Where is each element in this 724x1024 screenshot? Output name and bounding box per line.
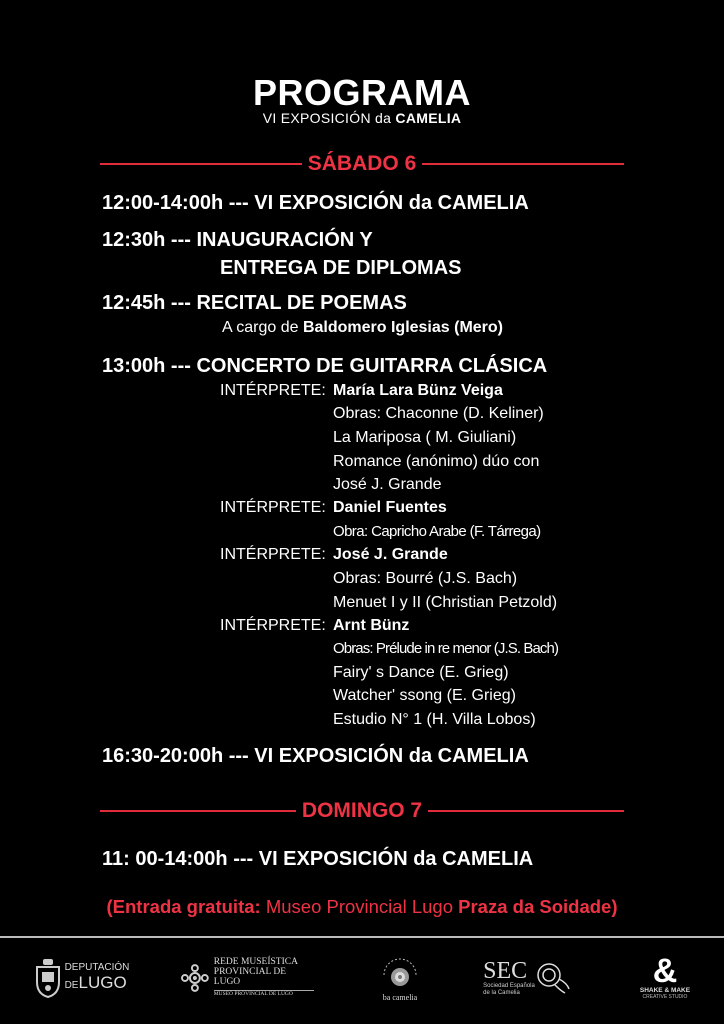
sec-abbr: SEC xyxy=(483,958,528,985)
subtitle-prefix: VI EXPOSICIÓN da xyxy=(262,110,392,126)
subtitle-bold: CAMELIA xyxy=(395,110,462,126)
entrada-place: Museo Provincial Lugo xyxy=(265,896,453,917)
page-title: PROGRAMA xyxy=(253,72,471,113)
deputacion-lugo: LUGO xyxy=(78,972,127,992)
page-subtitle xyxy=(0,110,724,126)
rede-emblem-icon xyxy=(180,963,210,993)
performer-3-work-2: Menuet I y II (Christian Petzold) xyxy=(333,594,558,611)
divider-right xyxy=(428,810,624,812)
logo-sec xyxy=(480,950,574,1006)
sec-line1: Sociedad Española xyxy=(483,983,535,990)
performer-4-work-2: Fairy' s Dance (E. Grieg) xyxy=(333,664,509,681)
divider-left xyxy=(100,810,296,812)
shake-line2: CREATIVE STUDIO xyxy=(642,993,688,1000)
entrada-info xyxy=(0,896,724,918)
footer-divider xyxy=(0,936,724,938)
performer-1-work-1: Obras: Chaconne (D. Keliner) xyxy=(333,405,544,422)
divider-right xyxy=(422,163,624,165)
event-recital-by xyxy=(222,319,503,337)
event-inauguracion-line2: ENTREGA DE DIPLOMAS xyxy=(220,257,462,279)
rede-line2: PROVINCIAL DE LUGO xyxy=(213,967,286,988)
performer-1-work-3: Romance (anónimo) dúo con xyxy=(333,453,540,470)
sec-text-block xyxy=(483,959,535,996)
logo-asociacion-camelia xyxy=(370,950,430,1006)
performer-1-label: INTÉRPRETE: xyxy=(220,382,326,399)
performer-2-name: Daniel Fuentes xyxy=(333,499,447,516)
day-label-saturday: SÁBADO 6 xyxy=(307,152,417,175)
day-header-saturday xyxy=(100,152,624,176)
shake-line1: SHAKE & MAKE xyxy=(639,986,691,994)
performer-1-name: María Lara Bünz Veiga xyxy=(333,382,503,399)
performer-2-work-1: Obra: Capricho Arabe (F. Tárrega) xyxy=(333,523,541,540)
camelia-flower-icon xyxy=(378,955,422,993)
event-concerto: 13:00h --- CONCERTO DE GUITARRA CLÁSICA xyxy=(102,355,548,377)
event-inauguracion: 12:30h --- INAUGURACIÓN Y xyxy=(102,229,373,251)
performer-4-work-1: Obras: Prélude in re menor (J.S. Bach) xyxy=(333,640,559,657)
performer-3-name: José J. Grande xyxy=(333,546,448,563)
ampersand-icon: & xyxy=(652,952,678,991)
rede-text xyxy=(214,958,314,998)
recital-by-prefix: A cargo de xyxy=(222,319,299,336)
camelia-sketch-icon xyxy=(535,961,571,995)
logo-rede-museistica xyxy=(180,950,314,1006)
event-exposicion-afternoon: 16:30-20:00h --- VI EXPOSICIÓN da CAMELIA xyxy=(102,745,529,767)
performer-4-work-3: Watcher' ssong (E. Grieg) xyxy=(333,687,516,704)
entrada-label: (Entrada gratuita: xyxy=(106,896,261,917)
event-sunday-exposicion: 11: 00-14:00h --- VI EXPOSICIÓN da CAMELIA xyxy=(102,848,534,870)
asociacion-bottom-text: ba camelia xyxy=(382,992,418,1002)
performer-4-label: INTÉRPRETE: xyxy=(220,617,326,634)
deputacion-text xyxy=(65,963,130,992)
performer-4-work-4: Estudio N° 1 (H. Villa Lobos) xyxy=(333,711,536,728)
day-header-sunday xyxy=(100,799,624,823)
deputacion-de: DE xyxy=(64,979,79,991)
performer-3-work-1: Obras: Bourré (J.S. Bach) xyxy=(333,570,518,587)
logo-shake-make xyxy=(630,950,700,1006)
rede-line1: REDE MUSEÍSTICA xyxy=(213,957,298,968)
entrada-square: Praza da Soidade) xyxy=(458,896,618,917)
event-exposicion: 12:00-14:00h --- VI EXPOSICIÓN da CAMELIA xyxy=(102,192,529,214)
performer-4-name: Arnt Bünz xyxy=(333,617,410,634)
divider-left xyxy=(100,163,302,165)
sec-line2: de la Camelia xyxy=(483,990,520,996)
rede-line3: MUSEO PROVINCIAL DE LUGO xyxy=(214,990,314,998)
performer-2-label: INTÉRPRETE: xyxy=(220,499,326,516)
deputacion-line2 xyxy=(65,974,130,993)
performer-3-label: INTÉRPRETE: xyxy=(220,546,326,563)
performer-1-work-2: La Mariposa ( M. Giuliani) xyxy=(333,429,517,446)
performer-1-work-4: José J. Grande xyxy=(333,476,442,493)
event-recital: 12:45h --- RECITAL DE POEMAS xyxy=(102,292,407,314)
coat-of-arms-icon xyxy=(35,958,61,998)
logo-deputacion-lugo xyxy=(34,950,130,1006)
deputacion-line1: DEPUTACIÓN xyxy=(64,962,130,974)
recital-by-name: Baldomero Iglesias (Mero) xyxy=(302,319,503,336)
day-label-sunday: DOMINGO 7 xyxy=(301,799,423,822)
